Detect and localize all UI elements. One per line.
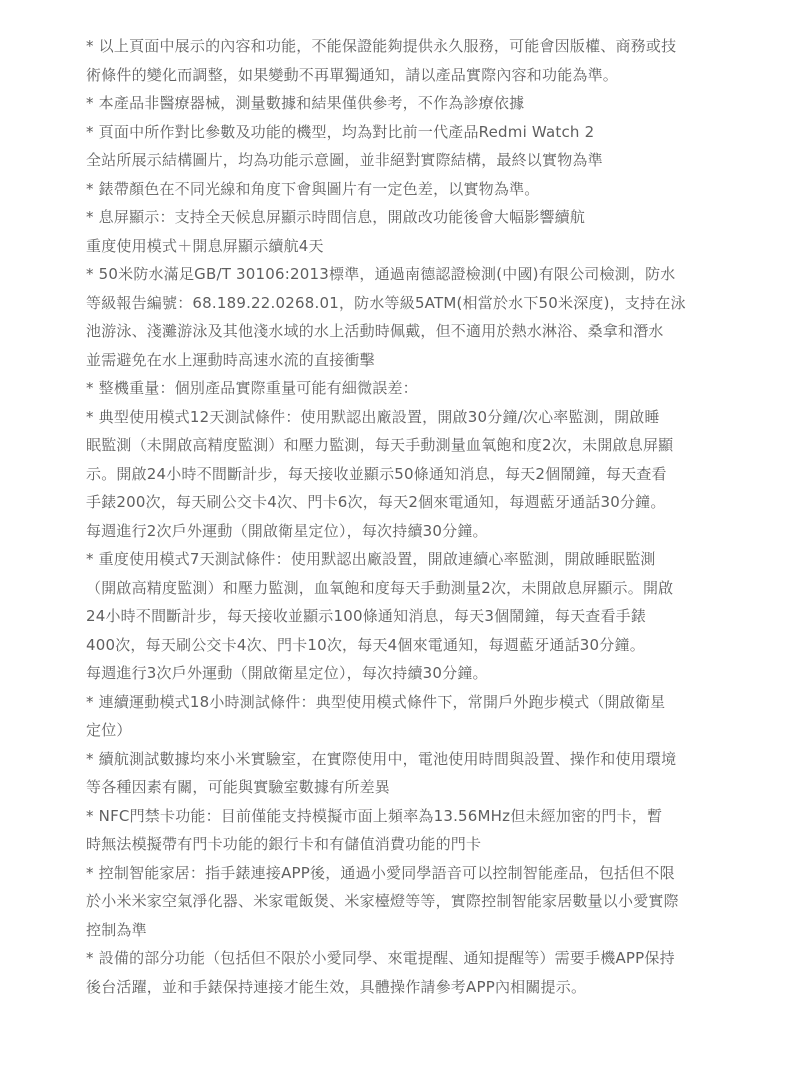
note-line: 全站所展示結構圖片，均為功能示意圖，並非絕對實際結構，最終以實物為準 (86, 151, 603, 169)
note-line: * 控制智能家居：指手錶連接APP後，通過小愛同學語音可以控制智能產品，包括但不限 (86, 863, 675, 882)
note-line: 等級報告編號：68.189.22.0268.01，防水等級5ATM(相當於水下50米深度)，支持在泳 (86, 293, 686, 312)
note-line: 400次，每天刷公交卡4次、門卡10次，每天4個來電通知，每週藍牙通話30分鐘。 (86, 635, 645, 654)
note-line: 時無法模擬帶有門卡功能的銀行卡和有儲值消費功能的門卡 (86, 835, 482, 853)
note-line: 每週進行3次戶外運動（開啟衛星定位），每次持續30分鐘。 (86, 664, 488, 682)
note-line: * 設備的部分功能（包括但不限於小愛同學、來電提醒、通知提醒等）需要手機APP保持 (86, 949, 675, 967)
note-line: 並需避免在水上運動時高速水流的直接衝擊 (86, 350, 375, 369)
note-line: 手錶200次，每天刷公交卡4次、門卡6次，每天2個來電通知，每週藍牙通話30分鐘。 (86, 493, 666, 511)
note-line: 後台活躍，並和手錶保持連接才能生效，具體操作請參考APP內相關提示。 (86, 977, 587, 996)
note-line: 控制為準 (86, 920, 147, 939)
disclaimer-notes (86, 32, 730, 1001)
note-line: 每週進行2次戶外運動（開啟衛星定位），每次持續30分鐘。 (86, 521, 488, 540)
note-line: 24小時不間斷計步，每天接收並顯示100條通知消息，每天3個鬧鐘，每天查看手錶 (86, 607, 647, 625)
note-line: * 重度使用模式7天測試條件：使用默認出廠設置，開啟連續心率監測，開啟睡眠監測 (86, 550, 656, 568)
note-line: * 頁面中所作對比參數及功能的機型，均為對比前一代產品Redmi Watch 2 (86, 122, 595, 141)
note-line: 重度使用模式＋開息屏顯示續航4天 (86, 236, 324, 255)
note-line: 示。開啟24小時不間斷計步，每天接收並顯示50條通知消息，每天2個鬧鐘，每天查看 (86, 464, 667, 483)
note-line: 於小米米家空氣淨化器、米家電飯煲、米家檯燈等等，實際控制智能家居數量以小愛實際 (86, 892, 679, 910)
note-line: * 典型使用模式12天測試條件：使用默認出廠設置，開啟30分鐘/次心率監測，開啟睡 (86, 407, 660, 426)
note-line: * 續航測試數據均來小米實驗室，在實際使用中，電池使用時間與設置、操作和使用環境 (86, 749, 677, 768)
note-line: 等各種因素有關，可能與實驗室數據有所差異 (86, 778, 391, 796)
note-line: * NFC門禁卡功能：目前僅能支持模擬市面上頻率為13.56MHz但未經加密的門卡，暫 (86, 806, 663, 825)
note-line: （開啟高精度監測）和壓力監測，血氧飽和度每天手動測量2次，未開啟息屏顯示。開啟 (86, 578, 674, 597)
note-line: * 連續運動模式18小時測試條件：典型使用模式條件下，常開戶外跑步模式（開啟衛星 (86, 692, 666, 711)
note-line: * 整機重量：個別產品實際重量可能有細微誤差： (86, 379, 418, 397)
note-line: * 50米防水滿足GB/T 30106:2013標準，通過南德認證檢測(中國)有限公司檢測，防水 (86, 265, 676, 283)
note-line: * 以上頁面中展示的內容和功能，不能保證能夠提供永久服務，可能會因版權、商務或技 (86, 37, 677, 55)
note-line: 定位） (86, 721, 132, 739)
note-line: * 錶帶顏色在不同光線和角度下會與圖片有一定色差，以實物為準。 (86, 179, 540, 198)
note-line: * 本產品非醫療器械，測量數據和結果僅供參考，不作為診療依據 (86, 94, 525, 112)
note-line: 眠監測（未開啟高精度監測）和壓力監測，每天手動測量血氧飽和度2次，未開啟息屏顯 (86, 436, 674, 454)
note-line: 池游泳、淺灘游泳及其他淺水域的水上活動時佩戴，但不適用於熱水淋浴、桑拿和潛水 (86, 322, 664, 340)
note-line: 術條件的變化而調整，如果變動不再單獨通知，請以產品實際內容和功能為準。 (86, 65, 619, 84)
note-line: * 息屏顯示：支持全天候息屏顯示時間信息，開啟改功能後會大幅影響續航 (86, 208, 586, 226)
